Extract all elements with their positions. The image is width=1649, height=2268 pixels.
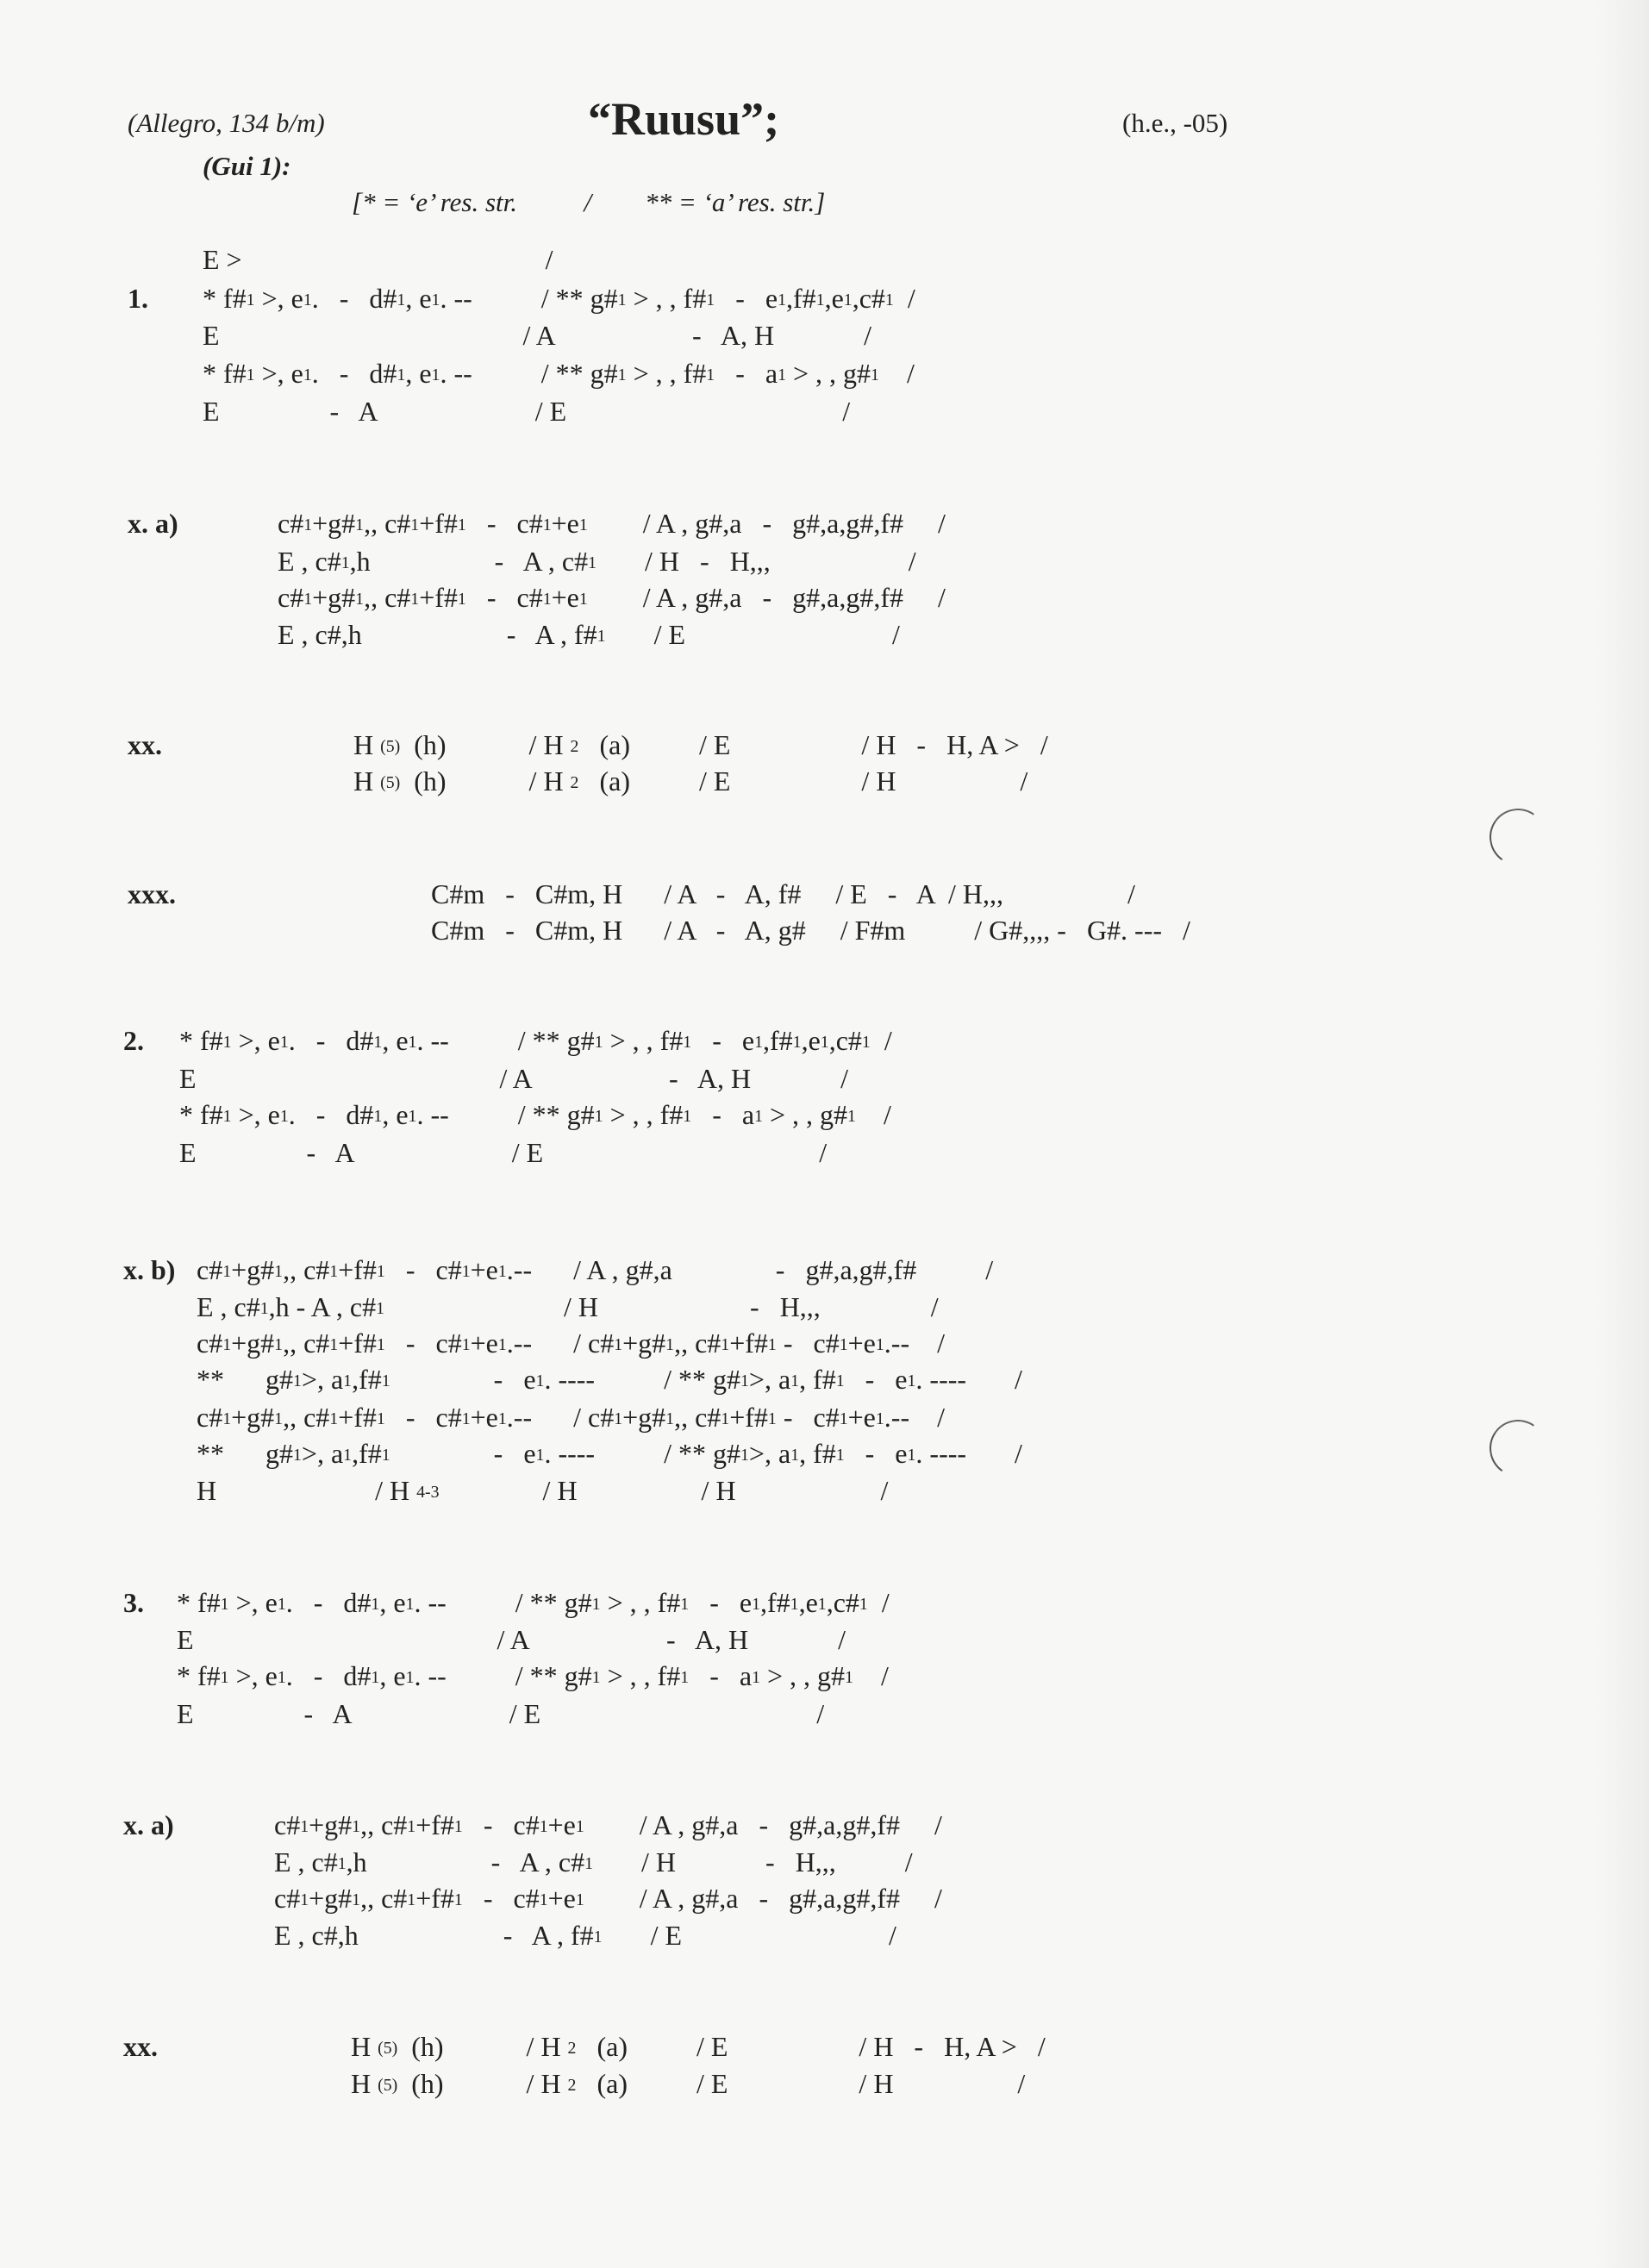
section-label: x. b) xyxy=(123,1254,176,1285)
chord-line: E > / xyxy=(203,244,553,275)
chord-line: c#$^1$+g#$^1$,, c#$^1$+f#$^1$ - $c\#^1+e^1.--$ / c#$^1$+g#$^1$,, c#$^1$+f#$^1$ - $c\#^1+e^1.--$ / xyxy=(197,1328,945,1359)
chord-line: H $^{(5)}$ (h) / H $^2$ (a) / E / H / xyxy=(353,765,1028,797)
chord-line: * f#$^1$ >, $e^1$. - d#$^1$, $e^1$. -- / ** g#$^1$ > , , f#$^1$ - $a^1$ > , , g#$^1$ / xyxy=(177,1660,889,1691)
author-signature: (h.e., -05) xyxy=(1122,108,1228,138)
chord-line: E - A / E / xyxy=(177,1698,825,1729)
section-label: 2. xyxy=(123,1025,144,1056)
tempo-marking: (Allegro, 134 b/m) xyxy=(128,108,325,138)
chord-line: c#$^1$+g#$^1$,, c#$^1$+f#$^1$ - $c\#^1+e^1$ / A , g#,a - g#,a,g#,f# / xyxy=(274,1809,942,1840)
chord-line: E , c#$^1$,h - A , c#$^1$ / H - H,,, / xyxy=(274,1846,913,1878)
chord-line: H $^{(5)}$ (h) / H $^2$ (a) / E / H - H, A > / xyxy=(351,2031,1046,2062)
section-label: 3. xyxy=(123,1587,144,1618)
chord-line: c#$^1$+g#$^1$,, c#$^1$+f#$^1$ - $c\#^1+e^1$ / A , g#,a - g#,a,g#,f# / xyxy=(274,1883,942,1914)
section-label: xx. xyxy=(128,729,162,760)
chord-line: c#$^1$+g#$^1$,, c#$^1$+f#$^1$ - $c\#^1+e^1$ / A , g#,a - g#,a,g#,f# / xyxy=(278,508,946,539)
chord-line: E , c#$^1$,h - A , c#$^1$ / H - H,,, / xyxy=(278,546,916,577)
chord-line: C#m - C#m, H / A - A, f# / E - A / H,,, / xyxy=(431,878,1135,909)
chord-line: E / A - A, H / xyxy=(177,1624,846,1655)
chord-line: ** g#$^1$>, $a^1,f\#^1$ - $e^1$. ---- / ** g#$^1$>, $a^1$, f#$^1$ - $e^1$. ---- / xyxy=(197,1438,1022,1469)
chord-line: E , c#,h - A , f#$^1$ / E / xyxy=(274,1920,896,1951)
chord-line: c#$^1$+g#$^1$,, c#$^1$+f#$^1$ - $c\#^1+e^1$ / A , g#,a - g#,a,g#,f# / xyxy=(278,582,946,613)
chord-line: * f#$^1$ >, $e^1$. - d#$^1$, $e^1$. -- / ** g#$^1$ > , , f#$^1$ - $e^1,f\#^1,e^1,c\#^1$ / xyxy=(177,1587,890,1618)
chord-line: * f#$^1$ >, $e^1$. - d#$^1$, $e^1$. -- / ** g#$^1$ > , , f#$^1$ - $e^1,f\#^1,e^1,c\#^1$ / xyxy=(179,1025,892,1056)
chord-line: E / A - A, H / xyxy=(203,320,872,351)
punch-hole-bottom xyxy=(1485,1415,1551,1481)
chord-line: E , c#,h - A , f#$^1$ / E / xyxy=(278,619,900,650)
chord-line: H / H $^{4-3}$ / H / H / xyxy=(197,1475,889,1506)
chord-line: * f#$^1$ >, $e^1$. - d#$^1$, $e^1$. -- / ** g#$^1$ > , , f#$^1$ - $a^1$ > , , g#$^1$ / xyxy=(203,358,915,389)
chord-line: H $^{(5)}$ (h) / H $^2$ (a) / E / H - H, A > / xyxy=(353,729,1048,760)
chord-line: ** g#$^1$>, $a^1,f\#^1$ - $e^1$. ---- / ** g#$^1$>, $a^1$, f#$^1$ - $e^1$. ---- / xyxy=(197,1364,1022,1395)
section-label: xx. xyxy=(123,2031,158,2062)
section-label: x. a) xyxy=(123,1809,174,1840)
page-edge-shadow xyxy=(1597,0,1649,2268)
chord-line: c#$^1$+g#$^1$,, c#$^1$+f#$^1$ - $c\#^1+e^1.--$ / c#$^1$+g#$^1$,, c#$^1$+f#$^1$ - $c\#^1+e^1.--$ / xyxy=(197,1402,945,1433)
chord-line: c#$^1$+g#$^1$,, c#$^1$+f#$^1$ - $c\#^1+e^1.--$ / A , g#,a - g#,a,g#,f# / xyxy=(197,1254,994,1285)
punch-hole-top xyxy=(1485,804,1551,870)
chord-line: C#m - C#m, H / A - A, g# / F#m / G#,,,, - G#. --- / xyxy=(431,915,1190,946)
section-label: 1. xyxy=(128,283,148,314)
part-label: (Gui 1): xyxy=(203,151,291,181)
legend-note: [* = ‘e’ res. str. / ** = ‘a’ res. str.] xyxy=(352,187,826,217)
chord-line: E - A / E / xyxy=(179,1137,828,1168)
chord-line: H $^{(5)}$ (h) / H $^2$ (a) / E / H / xyxy=(351,2068,1026,2099)
section-label: x. a) xyxy=(128,508,178,539)
chord-line: E - A / E / xyxy=(203,396,851,427)
chord-line: * f#$^1$ >, $e^1$. - d#$^1$, $e^1$. -- / ** g#$^1$ > , , f#$^1$ - $e^1,f\#^1,e^1,c\#^1$ / xyxy=(203,283,915,314)
song-title: “Ruusu”; xyxy=(588,93,780,145)
chord-line: * f#$^1$ >, $e^1$. - d#$^1$, $e^1$. -- / ** g#$^1$ > , , f#$^1$ - $a^1$ > , , g#$^1$ / xyxy=(179,1099,891,1130)
chord-line: E , c#$^1$,h - A , c#$^1$ / H - H,,, / xyxy=(197,1291,939,1322)
section-label: xxx. xyxy=(128,878,176,909)
chord-line: E / A - A, H / xyxy=(179,1063,849,1094)
